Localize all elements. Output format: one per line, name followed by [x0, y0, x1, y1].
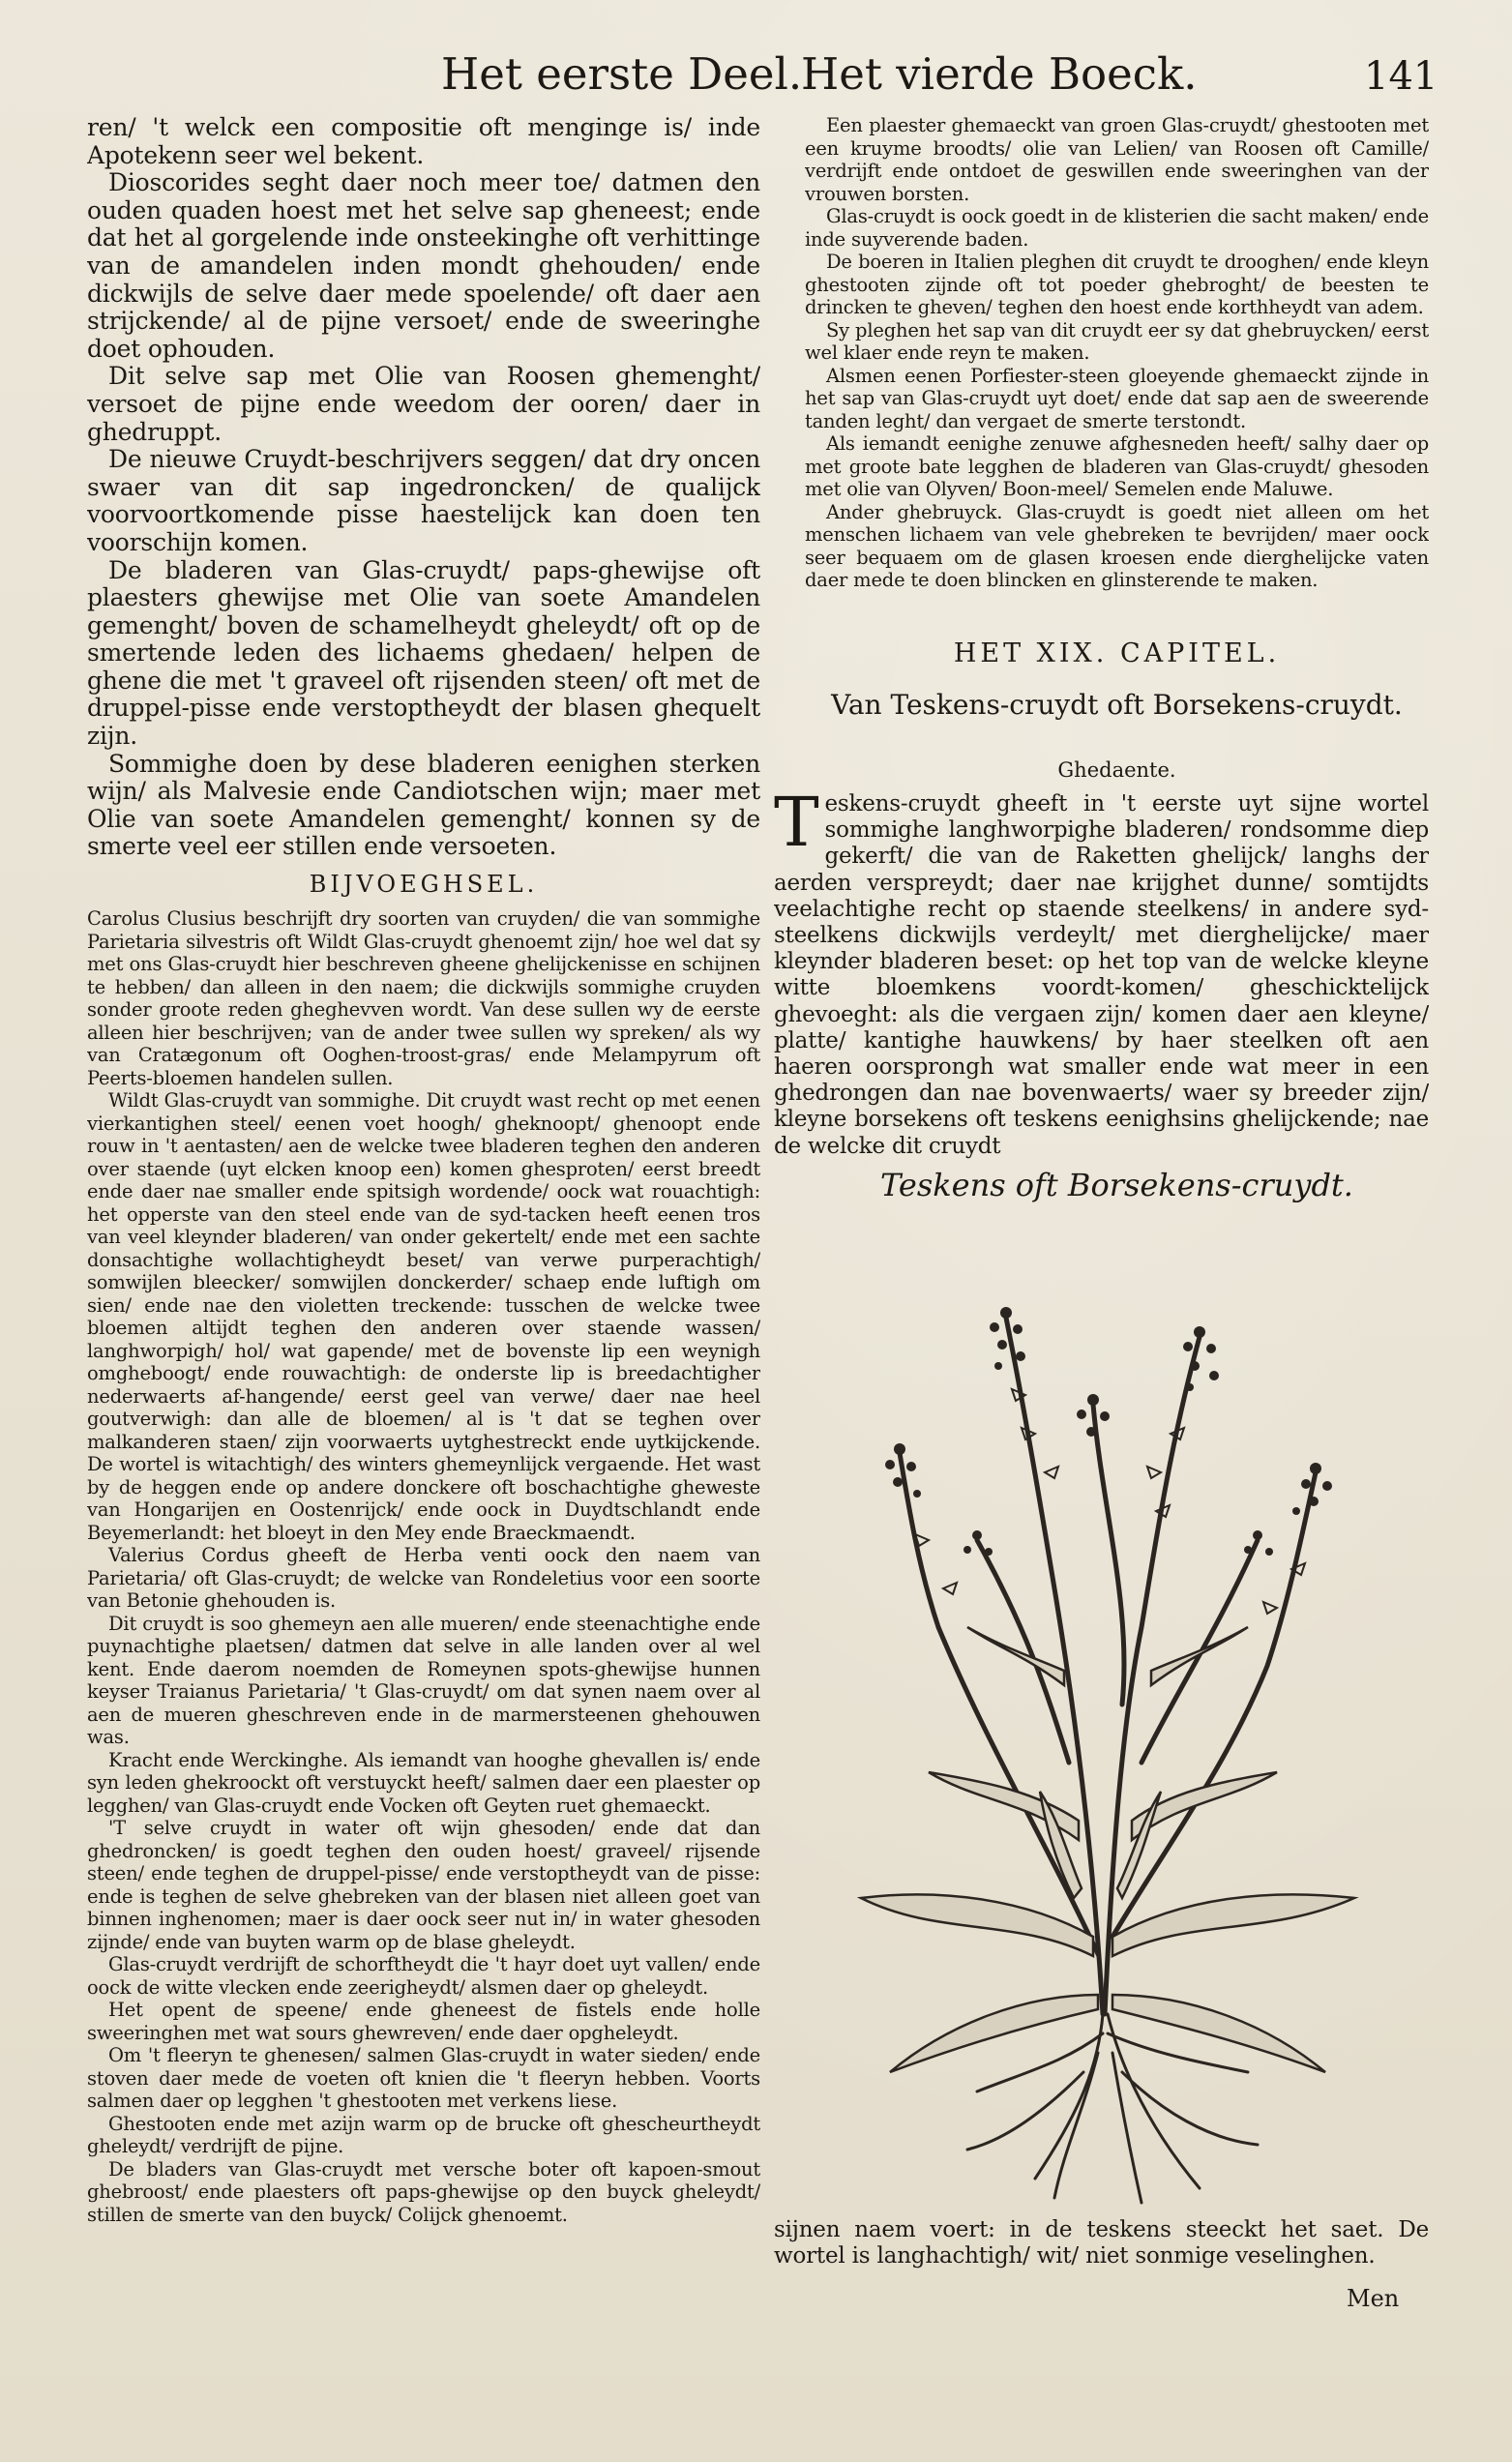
paragraph: De nieuwe Cruydt-beschrijvers seggen/ dat dry oncen swaer van dit sap ingedroncken/ de qualijck voorvoortkomende pisse haestelijck kan doen ten voorschijn komen. [87, 445, 760, 556]
catchword: Men [1347, 2285, 1400, 2312]
plant-woodcut-illustration [832, 1221, 1374, 2208]
paragraph: Glas-cruydt is oock goedt in de klisterien die sacht maken/ ende inde suyverende baden. [805, 205, 1429, 251]
paragraph: Het opent de speene/ ende gheneest de fistels ende holle sweeringhen met wat sours ghewreven/ ende daer opgheleydt. [87, 1999, 760, 2044]
paragraph: ren/ 't welck een compositie oft menginge is/ inde Apotekenn seer wel bekent. [87, 114, 760, 169]
left-running-title: Het eerste Deel. [441, 48, 803, 100]
ghedaente-paragraph [774, 791, 1429, 1160]
paragraph: 'T selve cruydt in water oft wijn ghesoden/ ende dat dan ghedroncken/ is goedt teghen den ouden hoest/ graveel/ rijsende steen/ ende teghen de druppel-pisse/ ende verstoptheydt van de pisse: ende is teghen de selve ghebreken van der blasen niet alleen goet van binnen inghenomen; maer is daer oock seer nut in/ in water ghesoden zijnde/ ende van buyten warm op de blase gheleydt. [87, 1817, 760, 1953]
plant-leaves [861, 1627, 1354, 2072]
paragraph: Dioscorides seght daer noch meer toe/ datmen den ouden quaden hoest met het selve sap gheneest; ende dat het al gorgelende inde onsteekinghe oft verhittinge van de amandelen inden mondt ghehouden/ ende dickwijls de selve daer mede spoelende/ oft daer aen strijckende/ al de pijne versoet/ ende de sweeringhe doet ophouden. [87, 168, 760, 363]
bijvoeghsel-heading: BIJVOEGHSEL. [309, 871, 539, 898]
ghedaente-heading: Ghedaente. [1057, 758, 1176, 782]
ghedaente-text: eskens-cruydt gheeft in 't eerste uyt sijne wortel sommighe langhworpighe bladeren/ rondsomme diep gekerft/ die van de Raketten ghelijck/ langhs der aerden verspreydt; daer nae krijghet dunne/ somtijdts veelachtighe recht op staende steelkens/ in andere syd-steelkens dickwijls verdeylt/ met dierghelijcke/ maer kleynder bladeren beset: op het top van de welcke kleyne witte bloemkens voordt-komen/ gheschicktelijck ghevoeght: als die vergaen zijn/ komen daer aen kleyne/ platte/ kantighe hauwkens/ by haer steelken oft aen haeren oorsprongh wat smaller ende wat meer in een ghedrongen dan nae bovenwaerts/ waer sy breeder zijn/ kleyne borsekens oft teskens eenighsins ghelijckende; nae de welcke dit cruydt [774, 791, 1429, 1159]
paragraph: Wildt Glas-cruydt van sommighe. Dit cruydt wast recht op met eenen vierkantighen steel/ eenen voet hoogh/ gheknoopt/ ghenoopt ende rouw in 't aentasten/ aen de welcke twee bladeren teghen den anderen over staende (uyt elcken knoop een) komen ghesproten/ eerst breedt ende daer nae smaller ende spitsigh wordende/ oock wat rouachtigh: het opperste van den steel ende van de syd-tacken heeft eenen tros van veel kleynder bladeren/ van onder gekertelt/ ende met een sachte donsachtighe wollachtigheydt beset/ van verwe purperachtigh/ somwijlen bleecker/ somwijlen donckerder/ schaep ende luftigh om sien/ ende nae den violetten treckende: tusschen de welcke twee bloemen altijdt teghen den anderen over staende wassen/ langhworpigh/ hol/ wat gapende/ met de bovenste lip een weynigh omgheboogt/ ende rouwachtigh: de onderste lip is breedachtigher nederwaerts af-hangende/ eerst geel van verwe/ daer nae heel goutverwigh: dan alle de bloemen/ al is 't dat se teghen over malkanderen staen/ zijn voorwaerts uytghestreckt ende uytkijckende. De wortel is witachtigh/ des winters ghemeynlijck vergaende. Het wast by de heggen ende op andere donckere oft boschachtighe gheweste van Hongarijen en Oostenrijck/ ende oock in Duydtschlandt ende Beyemerlandt: het bloeyt in den Mey ende Braeckmaendt. [87, 1089, 760, 1544]
paragraph: Glas-cruydt verdrijft de schorftheydt die 't hayr doet uyt vallen/ ende oock de witte vlecken ende zeerigheydt/ alsmen daer op gheleydt. [87, 1953, 760, 1999]
drop-cap: T [774, 791, 819, 862]
paragraph: Als iemandt eenighe zenuwe afghesneden heeft/ salhy daer op met groote bate legghen de bladeren van Glas-cruydt/ ghesoden met olie van Olyven/ Boon-meel/ Semelen ende Maluwe. [805, 432, 1429, 500]
paragraph: Ghestooten ende met azijn warm op de brucke oft ghescheurtheydt gheleydt/ verdrijft de pijne. [87, 2112, 760, 2157]
paragraph: Ander ghebruyck. Glas-cruydt is goedt niet alleen om het menschen lichaem van vele ghebreken te bevrijden/ maer oock seer bequaem om de glasen kroesen ende dierghelijcke vaten daer mede te doen blincken en glinsterende te maken. [805, 500, 1429, 591]
paragraph: De bladers van Glas-cruydt met versche boter oft kapoen-smout ghebroost/ ende plaesters oft paps-ghewijse op den buyck gheleydt/ stillen de smerte van den buyck/ Colijck ghenoemt. [87, 2157, 760, 2226]
chapter-title: HET XIX. CAPITEL. [953, 638, 1281, 668]
right-column-top [805, 114, 1429, 608]
plant-seed-pods [915, 1389, 1305, 1614]
paragraph: Alsmen eenen Porfiester-steen gloeyende ghemaeckt zijnde in het sap van Glas-cruydt uyt doet/ ende dat sap aen de sweerende tanden leght/ dan vergaet de smerte terstondt. [805, 364, 1429, 432]
paragraph: De bladeren van Glas-cruydt/ paps-ghewijse oft plaesters ghewijse met Olie van soete Amandelen gemenght/ boven de schamelheydt gheleydt/ oft op de smertende leden des lichaems ghedaen/ helpen de ghene die met 't graveel oft rijsenden steen/ oft met de druppel-pisse ende verstoptheydt der blasen ghequelt zijn. [87, 555, 760, 751]
paragraph: Een plaester ghemaeckt van groen Glas-cruydt/ ghestooten met een kruyme broodts/ olie van Lelien/ van Roosen oft Camille/ verdrijft ende ontdoet de geswillen ende sweeringhen van der vrouwen borsten. [805, 114, 1429, 205]
left-column-top [87, 114, 760, 859]
chapter-subtitle: Van Teskens-cruydt oft Borsekens-cruydt. [831, 689, 1403, 721]
plant-caption: Teskens oft Borsekens-cruydt. [880, 1167, 1353, 1203]
paragraph: Carolus Clusius beschrijft dry soorten van cruyden/ die van sommighe Parietaria silvestris oft Wildt Glas-cruydt ghenoemt zijn/ hoe wel dat sy met ons Glas-cruydt hier beschreven gheene ghelijckenisse en schijnen te hebben/ dan alleen in den naem; die dickwijls sommighe cruyden sonder groote reden gheghevven wordt. Van dese sullen wy de eerste alleen hier beschrijven; van de ander twee sullen wy spreken/ als wy van Cratægonum oft Ooghen-troost-gras/ ende Melampyrum oft Peerts-bloemen handelen sullen. [87, 907, 760, 1089]
bottom-text [774, 2217, 1429, 2275]
paragraph: De boeren in Italien pleghen dit cruydt te drooghen/ ende kleyn ghestooten zijnde oft tot poeder ghebroght/ de beesten te drincken te gheven/ teghen den hoest ende korthheydt van adem. [805, 251, 1429, 318]
plant-roots [967, 2014, 1258, 2203]
paragraph: Valerius Cordus gheeft de Herba venti oock den naem van Parietaria/ oft Glas-cruydt; de welcke van Rondeletius voor een soorte van Betonie ghehouden is. [87, 1544, 760, 1612]
right-running-title: Het vierde Boeck. [801, 48, 1198, 100]
paragraph: sijnen naem voert: in de teskens steeckt het saet. De wortel is langhachtigh/ wit/ niet sonmige veselinghen. [774, 2217, 1429, 2269]
left-column-bottom [87, 907, 760, 2291]
page-number: 141 [1364, 54, 1438, 99]
paragraph: Sommighe doen by dese bladeren eenighen sterken wijn/ als Malvesie ende Candiotschen wijn; maer met Olie van soete Amandelen gemenght/ konnen sy de smerte veel eer stillen ende versoeten. [87, 749, 760, 859]
paragraph: Dit selve sap met Olie van Roosen ghemenght/ versoet de pijne ende weedom der ooren/ daer in ghedruppt. [87, 362, 760, 446]
paragraph: Kracht ende Werckinghe. Als iemandt van hooghe ghevallen is/ ende syn leden ghekroockt oft verstuyckt heeft/ salmen daer een plaester op legghen/ van Glas-cruydt ende Vocken oft Geyten ruet ghemaeckt. [87, 1748, 760, 1817]
ghedaente-section [774, 791, 1429, 1171]
paragraph: Dit cruydt is soo ghemeyn aen alle mueren/ ende steenachtighe ende puynachtighe plaetsen/ datmen dat selve in alle landen over al wel kent. Ende daerom noemden de Romeynen spots-ghewijse hunnen keyser Traianus Parietaria/ 't Glas-cruydt/ om dat synen naem over al aen de mueren gheschreven ende in de marmersteenen ghehouwen was. [87, 1612, 760, 1748]
paragraph: Om 't fleeryn te ghenesen/ salmen Glas-cruydt in water sieden/ ende stoven daer mede de voeten oft knien die 't fleeryn hebben. Voorts salmen daer op legghen 't ghestooten met verkens liese. [87, 2044, 760, 2112]
paragraph: Sy pleghen het sap van dit cruydt eer sy dat ghebruycken/ eerst wel klaer ende reyn te maken. [805, 318, 1429, 364]
